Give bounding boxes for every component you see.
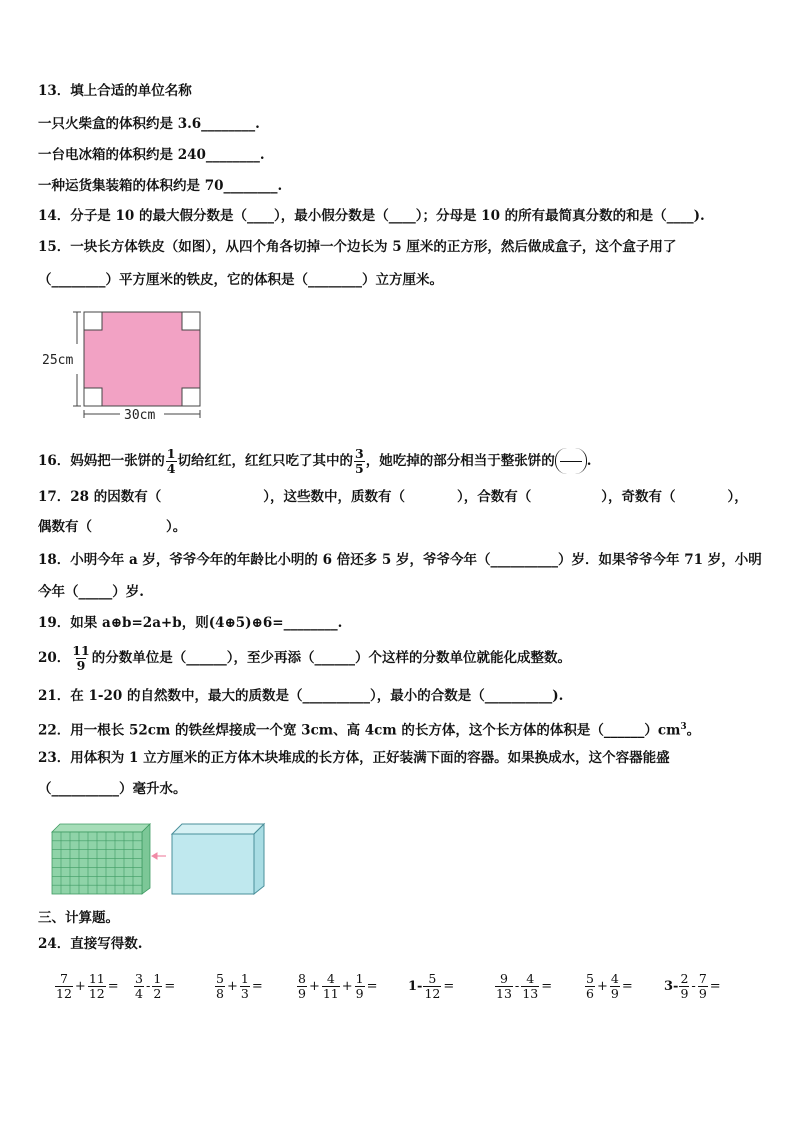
q16-text: 16．妈妈把一张饼的 $\frac{1}{4}$ 切给红红，红红只吃了其中的 $\frac{3}{5}$ ，她吃掉的部分相当于整张饼的 . bbox=[38, 445, 592, 476]
q17-line1: 17．28 的因数有（ ），这些数中，质数有（ ），合数有（ ），奇数有（ ）， bbox=[38, 489, 748, 505]
q23-line1: 23．用体积为 1 立方厘米的正方体木块堆成的长方体，正好装满下面的容器。如果换成水，这个容器能盛 bbox=[38, 750, 670, 766]
fraction-answer-blank[interactable] bbox=[555, 448, 587, 474]
expr-4: $\frac{8}{9}$ + $\frac{4}{11}$ + $\frac{1}{9}$ = bbox=[298, 971, 378, 1001]
q13-title: 13．填上合适的单位名称 bbox=[38, 83, 192, 99]
q15-line1: 15．一块长方体铁皮（如图），从四个角各切掉一个边长为 5 厘米的正方形，然后做成盒子，这个盒子用了 bbox=[38, 239, 677, 255]
expr-2: $\frac{3}{4}$ - $\frac{1}{2}$ = bbox=[135, 971, 176, 1001]
corner-square-bl bbox=[84, 388, 102, 406]
q22-text: 22．用一根长 52cm 的铁丝焊接成一个宽 3cm、高 4cm 的长方体，这个长方体的体积是$(\_\_\_\_\_\_)cm^3$。 bbox=[38, 722, 701, 739]
q13-item-b: 一台电冰箱的体积约是 240________. bbox=[38, 147, 265, 163]
expr-1: $\frac{7}{12}$ + $\frac{11}{12}$ = bbox=[56, 971, 119, 1001]
q13-item-c: 一种运货集装箱的体积约是 70________. bbox=[38, 178, 283, 194]
empty-container bbox=[172, 824, 264, 894]
transfer-arrow bbox=[152, 853, 166, 859]
expr-7: $\frac{5}{6}$ + $\frac{4}{9}$ = bbox=[586, 971, 633, 1001]
expr-6: $\frac{9}{13}$ - $\frac{4}{13}$ = bbox=[496, 971, 553, 1001]
fraction-one-quarter: $\frac{1}{4}$ bbox=[166, 445, 176, 476]
q18-line1: 18．小明今年 a 岁，爷爷今年的年龄比小明的 6 倍还多 5 岁，爷爷今年（__________）岁．如果爷爷今年 71 岁，小明 bbox=[38, 552, 762, 568]
q17-line2: 偶数有（ ）。 bbox=[38, 519, 187, 535]
q15-line2: （________）平方厘米的铁皮，它的体积是（________）立方厘米。 bbox=[38, 272, 443, 288]
section-3-heading: 三、计算题。 bbox=[38, 910, 119, 926]
q15-figure bbox=[40, 306, 220, 426]
q23-line2: （__________）毫升水。 bbox=[38, 781, 187, 797]
q13-item-a: 一只火柴盒的体积约是 3.6________. bbox=[38, 116, 260, 132]
corner-square-tr bbox=[182, 312, 200, 330]
expr-3: $\frac{5}{8}$ + $\frac{1}{3}$ = bbox=[216, 971, 263, 1001]
stacked-cubes bbox=[52, 824, 150, 894]
q24-title: 24．直接写得数. bbox=[38, 936, 143, 952]
q23-figure bbox=[48, 818, 274, 898]
fraction-eleven-ninths: $\frac{11}{9}$ bbox=[72, 642, 90, 673]
height-label: 25cm bbox=[42, 353, 74, 368]
fraction-three-fifths: $\frac{3}{5}$ bbox=[355, 445, 364, 476]
q14-text: 14．分子是 10 的最大假分数是（____），最小假分数是（____）；分母是 10 的所有最简真分数的和是（____). bbox=[38, 208, 705, 224]
q18-line2: 今年（_____）岁. bbox=[38, 584, 144, 600]
width-label: 30cm bbox=[124, 408, 156, 423]
expr-8: 3- $\frac{2}{9}$ - $\frac{7}{9}$ = bbox=[664, 971, 721, 1001]
corner-square-tl bbox=[84, 312, 102, 330]
q19-text: 19．如果 a⊕b=2a+b，则(4⊕5)⊕6=________. bbox=[38, 615, 343, 631]
corner-square-br bbox=[182, 388, 200, 406]
expr-5: 1- $\frac{5}{12}$ = bbox=[408, 971, 455, 1001]
q21-text: 21．在 1-20 的自然数中，最大的质数是（__________），最小的合数是（__________). bbox=[38, 688, 564, 704]
q20-text: 20． $\frac{11}{9}$ 的分数单位是（______），至少再添（______）个这样的分数单位就能化成整数。 bbox=[38, 642, 571, 673]
